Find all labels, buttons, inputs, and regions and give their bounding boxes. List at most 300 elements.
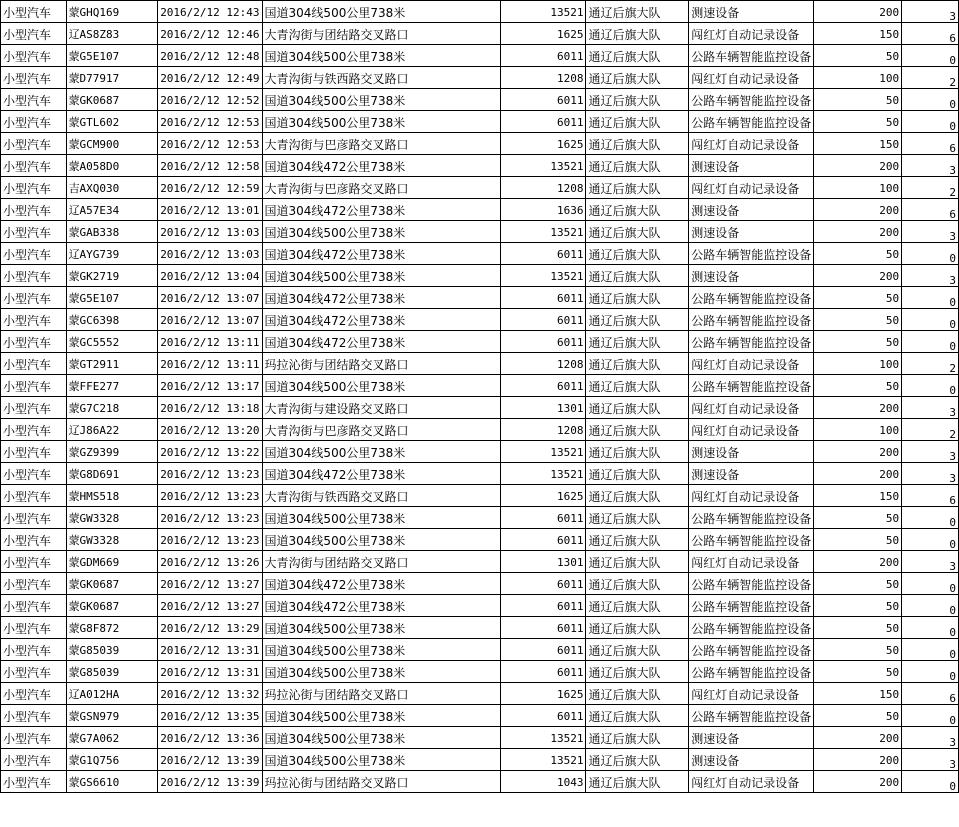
device-type-cell[interactable]: 测速设备 [689,155,814,177]
plate-number-cell[interactable]: 蒙G1Q756 [66,749,158,771]
violation-code-cell[interactable]: 1625 [501,23,586,45]
violation-code-cell[interactable]: 13521 [501,749,586,771]
fine-amount-cell[interactable]: 150 [814,133,902,155]
violation-code-cell[interactable]: 6011 [501,243,586,265]
device-type-cell[interactable]: 测速设备 [689,749,814,771]
vehicle-type-cell[interactable]: 小型汽车 [1,1,67,23]
fine-amount-cell[interactable]: 150 [814,683,902,705]
collecting-unit-cell[interactable]: 通辽后旗大队 [586,639,689,661]
violation-time-cell[interactable]: 2016/2/12 13:22 [158,441,262,463]
penalty-points-cell[interactable] [902,67,959,89]
violation-code-cell[interactable]: 6011 [501,639,586,661]
plate-number-cell[interactable]: 辽AYG739 [66,243,158,265]
penalty-points-cell[interactable] [902,23,959,45]
location-cell[interactable]: 国道304线472公里738米 [262,287,501,309]
penalty-points-cell[interactable] [902,749,959,771]
collecting-unit-cell[interactable]: 通辽后旗大队 [586,749,689,771]
location-cell[interactable]: 国道304线472公里738米 [262,199,501,221]
fine-amount-cell[interactable]: 200 [814,265,902,287]
violation-code-cell[interactable]: 6011 [501,111,586,133]
fine-amount-cell[interactable]: 100 [814,177,902,199]
penalty-points-cell[interactable] [902,221,959,243]
plate-number-cell[interactable]: 蒙GW3328 [66,529,158,551]
plate-number-cell[interactable]: 辽A012HA [66,683,158,705]
vehicle-type-cell[interactable]: 小型汽车 [1,419,67,441]
violation-time-cell[interactable]: 2016/2/12 13:04 [158,265,262,287]
plate-number-cell[interactable]: 蒙GSN979 [66,705,158,727]
plate-number-cell[interactable]: 辽AS8Z83 [66,23,158,45]
violation-time-cell[interactable]: 2016/2/12 13:39 [158,749,262,771]
violation-code-cell[interactable]: 13521 [501,441,586,463]
collecting-unit-cell[interactable]: 通辽后旗大队 [586,133,689,155]
penalty-points-cell[interactable] [902,265,959,287]
fine-amount-cell[interactable]: 200 [814,1,902,23]
vehicle-type-cell[interactable]: 小型汽车 [1,639,67,661]
penalty-points-cell[interactable] [902,529,959,551]
violation-time-cell[interactable]: 2016/2/12 13:17 [158,375,262,397]
collecting-unit-cell[interactable]: 通辽后旗大队 [586,353,689,375]
violation-time-cell[interactable]: 2016/2/12 13:39 [158,771,262,793]
vehicle-type-cell[interactable]: 小型汽车 [1,309,67,331]
plate-number-cell[interactable]: 蒙G85039 [66,661,158,683]
device-type-cell[interactable]: 公路车辆智能监控设备 [689,705,814,727]
violation-time-cell[interactable]: 2016/2/12 13:27 [158,595,262,617]
violation-code-cell[interactable]: 13521 [501,727,586,749]
location-cell[interactable]: 大青沟街与巴彦路交叉路口 [262,419,501,441]
plate-number-cell[interactable]: 辽J86A22 [66,419,158,441]
device-type-cell[interactable]: 测速设备 [689,221,814,243]
penalty-points-cell[interactable] [902,375,959,397]
violation-time-cell[interactable]: 2016/2/12 13:20 [158,419,262,441]
fine-amount-cell[interactable]: 200 [814,221,902,243]
vehicle-type-cell[interactable]: 小型汽车 [1,353,67,375]
vehicle-type-cell[interactable]: 小型汽车 [1,67,67,89]
location-cell[interactable]: 大青沟街与铁西路交叉路口 [262,67,501,89]
violation-code-cell[interactable]: 6011 [501,617,586,639]
location-cell[interactable]: 国道304线500公里738米 [262,639,501,661]
vehicle-type-cell[interactable]: 小型汽车 [1,397,67,419]
collecting-unit-cell[interactable]: 通辽后旗大队 [586,595,689,617]
violation-time-cell[interactable]: 2016/2/12 13:11 [158,331,262,353]
plate-number-cell[interactable]: 蒙G5E107 [66,287,158,309]
collecting-unit-cell[interactable]: 通辽后旗大队 [586,661,689,683]
device-type-cell[interactable]: 测速设备 [689,441,814,463]
fine-amount-cell[interactable]: 200 [814,771,902,793]
location-cell[interactable]: 国道304线472公里738米 [262,331,501,353]
location-cell[interactable]: 国道304线500公里738米 [262,661,501,683]
fine-amount-cell[interactable]: 150 [814,23,902,45]
plate-number-cell[interactable]: 蒙GT2911 [66,353,158,375]
violation-time-cell[interactable]: 2016/2/12 12:48 [158,45,262,67]
fine-amount-cell[interactable]: 50 [814,661,902,683]
device-type-cell[interactable]: 公路车辆智能监控设备 [689,507,814,529]
violation-time-cell[interactable]: 2016/2/12 13:31 [158,639,262,661]
violation-time-cell[interactable]: 2016/2/12 12:59 [158,177,262,199]
fine-amount-cell[interactable]: 50 [814,89,902,111]
violation-time-cell[interactable]: 2016/2/12 13:27 [158,573,262,595]
fine-amount-cell[interactable]: 50 [814,639,902,661]
plate-number-cell[interactable]: 蒙GC5552 [66,331,158,353]
penalty-points-cell[interactable] [902,111,959,133]
collecting-unit-cell[interactable]: 通辽后旗大队 [586,155,689,177]
device-type-cell[interactable]: 测速设备 [689,199,814,221]
vehicle-type-cell[interactable]: 小型汽车 [1,595,67,617]
vehicle-type-cell[interactable]: 小型汽车 [1,265,67,287]
vehicle-type-cell[interactable]: 小型汽车 [1,133,67,155]
collecting-unit-cell[interactable]: 通辽后旗大队 [586,507,689,529]
fine-amount-cell[interactable]: 200 [814,397,902,419]
vehicle-type-cell[interactable]: 小型汽车 [1,23,67,45]
penalty-points-cell[interactable] [902,309,959,331]
location-cell[interactable]: 国道304线500公里738米 [262,375,501,397]
location-cell[interactable]: 大青沟街与团结路交叉路口 [262,23,501,45]
violation-code-cell[interactable]: 1208 [501,177,586,199]
vehicle-type-cell[interactable]: 小型汽车 [1,155,67,177]
fine-amount-cell[interactable]: 100 [814,67,902,89]
vehicle-type-cell[interactable]: 小型汽车 [1,507,67,529]
vehicle-type-cell[interactable]: 小型汽车 [1,89,67,111]
fine-amount-cell[interactable]: 200 [814,441,902,463]
violation-code-cell[interactable]: 1208 [501,67,586,89]
violation-code-cell[interactable]: 13521 [501,221,586,243]
collecting-unit-cell[interactable]: 通辽后旗大队 [586,45,689,67]
penalty-points-cell[interactable] [902,683,959,705]
violation-time-cell[interactable]: 2016/2/12 13:23 [158,463,262,485]
fine-amount-cell[interactable]: 50 [814,705,902,727]
device-type-cell[interactable]: 公路车辆智能监控设备 [689,375,814,397]
violation-code-cell[interactable]: 6011 [501,529,586,551]
location-cell[interactable]: 国道304线472公里738米 [262,243,501,265]
device-type-cell[interactable]: 闯红灯自动记录设备 [689,485,814,507]
device-type-cell[interactable]: 公路车辆智能监控设备 [689,111,814,133]
collecting-unit-cell[interactable]: 通辽后旗大队 [586,375,689,397]
fine-amount-cell[interactable]: 50 [814,573,902,595]
collecting-unit-cell[interactable]: 通辽后旗大队 [586,463,689,485]
fine-amount-cell[interactable]: 200 [814,551,902,573]
location-cell[interactable]: 大青沟街与巴彦路交叉路口 [262,177,501,199]
collecting-unit-cell[interactable]: 通辽后旗大队 [586,265,689,287]
device-type-cell[interactable]: 闯红灯自动记录设备 [689,419,814,441]
location-cell[interactable]: 玛拉沁街与团结路交叉路口 [262,771,501,793]
plate-number-cell[interactable]: 蒙G8F872 [66,617,158,639]
collecting-unit-cell[interactable]: 通辽后旗大队 [586,727,689,749]
violation-code-cell[interactable]: 1208 [501,419,586,441]
fine-amount-cell[interactable]: 50 [814,309,902,331]
fine-amount-cell[interactable]: 50 [814,375,902,397]
penalty-points-cell[interactable] [902,45,959,67]
location-cell[interactable]: 国道304线500公里738米 [262,111,501,133]
violation-time-cell[interactable]: 2016/2/12 12:58 [158,155,262,177]
penalty-points-cell[interactable] [902,243,959,265]
fine-amount-cell[interactable]: 50 [814,529,902,551]
violation-time-cell[interactable]: 2016/2/12 12:49 [158,67,262,89]
vehicle-type-cell[interactable]: 小型汽车 [1,287,67,309]
violation-time-cell[interactable]: 2016/2/12 13:18 [158,397,262,419]
device-type-cell[interactable]: 闯红灯自动记录设备 [689,177,814,199]
device-type-cell[interactable]: 闯红灯自动记录设备 [689,683,814,705]
device-type-cell[interactable]: 公路车辆智能监控设备 [689,661,814,683]
fine-amount-cell[interactable]: 200 [814,749,902,771]
violation-time-cell[interactable]: 2016/2/12 13:23 [158,529,262,551]
plate-number-cell[interactable]: 蒙G7C218 [66,397,158,419]
fine-amount-cell[interactable]: 50 [814,507,902,529]
location-cell[interactable]: 国道304线472公里738米 [262,155,501,177]
violation-code-cell[interactable]: 1636 [501,199,586,221]
vehicle-type-cell[interactable]: 小型汽车 [1,529,67,551]
device-type-cell[interactable]: 闯红灯自动记录设备 [689,551,814,573]
vehicle-type-cell[interactable]: 小型汽车 [1,199,67,221]
penalty-points-cell[interactable] [902,573,959,595]
penalty-points-cell[interactable] [902,89,959,111]
fine-amount-cell[interactable]: 50 [814,287,902,309]
fine-amount-cell[interactable]: 100 [814,419,902,441]
vehicle-type-cell[interactable]: 小型汽车 [1,551,67,573]
location-cell[interactable]: 国道304线500公里738米 [262,529,501,551]
penalty-points-cell[interactable] [902,331,959,353]
fine-amount-cell[interactable]: 50 [814,595,902,617]
violation-time-cell[interactable]: 2016/2/12 13:23 [158,507,262,529]
device-type-cell[interactable]: 公路车辆智能监控设备 [689,89,814,111]
penalty-points-cell[interactable] [902,551,959,573]
device-type-cell[interactable]: 闯红灯自动记录设备 [689,397,814,419]
location-cell[interactable]: 玛拉沁街与团结路交叉路口 [262,683,501,705]
plate-number-cell[interactable]: 蒙G5E107 [66,45,158,67]
plate-number-cell[interactable]: 蒙GTL602 [66,111,158,133]
vehicle-type-cell[interactable]: 小型汽车 [1,661,67,683]
vehicle-type-cell[interactable]: 小型汽车 [1,485,67,507]
violation-code-cell[interactable]: 1625 [501,485,586,507]
violation-code-cell[interactable]: 13521 [501,1,586,23]
vehicle-type-cell[interactable]: 小型汽车 [1,705,67,727]
plate-number-cell[interactable]: 蒙GC6398 [66,309,158,331]
penalty-points-cell[interactable] [902,133,959,155]
collecting-unit-cell[interactable]: 通辽后旗大队 [586,243,689,265]
penalty-points-cell[interactable] [902,287,959,309]
violation-code-cell[interactable]: 6011 [501,331,586,353]
plate-number-cell[interactable]: 蒙GHQ169 [66,1,158,23]
location-cell[interactable]: 大青沟街与团结路交叉路口 [262,551,501,573]
collecting-unit-cell[interactable]: 通辽后旗大队 [586,771,689,793]
collecting-unit-cell[interactable]: 通辽后旗大队 [586,221,689,243]
vehicle-type-cell[interactable]: 小型汽车 [1,683,67,705]
plate-number-cell[interactable]: 蒙GK2719 [66,265,158,287]
penalty-points-cell[interactable] [902,441,959,463]
collecting-unit-cell[interactable]: 通辽后旗大队 [586,287,689,309]
collecting-unit-cell[interactable]: 通辽后旗大队 [586,529,689,551]
plate-number-cell[interactable]: 蒙G8D691 [66,463,158,485]
violation-code-cell[interactable]: 1625 [501,683,586,705]
plate-number-cell[interactable]: 蒙GK0687 [66,595,158,617]
location-cell[interactable]: 国道304线472公里738米 [262,573,501,595]
collecting-unit-cell[interactable]: 通辽后旗大队 [586,683,689,705]
penalty-points-cell[interactable] [902,353,959,375]
collecting-unit-cell[interactable]: 通辽后旗大队 [586,177,689,199]
plate-number-cell[interactable]: 蒙GZ9399 [66,441,158,463]
penalty-points-cell[interactable] [902,617,959,639]
device-type-cell[interactable]: 公路车辆智能监控设备 [689,287,814,309]
location-cell[interactable]: 国道304线472公里738米 [262,309,501,331]
device-type-cell[interactable]: 闯红灯自动记录设备 [689,353,814,375]
device-type-cell[interactable]: 测速设备 [689,463,814,485]
fine-amount-cell[interactable]: 200 [814,199,902,221]
location-cell[interactable]: 玛拉沁街与团结路交叉路口 [262,353,501,375]
penalty-points-cell[interactable] [902,463,959,485]
violation-time-cell[interactable]: 2016/2/12 13:03 [158,243,262,265]
device-type-cell[interactable]: 闯红灯自动记录设备 [689,23,814,45]
vehicle-type-cell[interactable]: 小型汽车 [1,573,67,595]
collecting-unit-cell[interactable]: 通辽后旗大队 [586,485,689,507]
device-type-cell[interactable]: 公路车辆智能监控设备 [689,45,814,67]
penalty-points-cell[interactable] [902,419,959,441]
violation-code-cell[interactable]: 1043 [501,771,586,793]
device-type-cell[interactable]: 公路车辆智能监控设备 [689,529,814,551]
violation-time-cell[interactable]: 2016/2/12 12:52 [158,89,262,111]
penalty-points-cell[interactable] [902,397,959,419]
vehicle-type-cell[interactable]: 小型汽车 [1,45,67,67]
collecting-unit-cell[interactable]: 通辽后旗大队 [586,309,689,331]
violation-time-cell[interactable]: 2016/2/12 13:36 [158,727,262,749]
collecting-unit-cell[interactable]: 通辽后旗大队 [586,705,689,727]
fine-amount-cell[interactable]: 200 [814,155,902,177]
violation-code-cell[interactable]: 1301 [501,397,586,419]
collecting-unit-cell[interactable]: 通辽后旗大队 [586,199,689,221]
violation-code-cell[interactable]: 6011 [501,705,586,727]
plate-number-cell[interactable]: 蒙GK0687 [66,573,158,595]
violation-code-cell[interactable]: 6011 [501,287,586,309]
location-cell[interactable]: 国道304线500公里738米 [262,441,501,463]
plate-number-cell[interactable]: 蒙GAB338 [66,221,158,243]
collecting-unit-cell[interactable]: 通辽后旗大队 [586,67,689,89]
collecting-unit-cell[interactable]: 通辽后旗大队 [586,111,689,133]
collecting-unit-cell[interactable]: 通辽后旗大队 [586,617,689,639]
location-cell[interactable]: 大青沟街与巴彦路交叉路口 [262,133,501,155]
penalty-points-cell[interactable] [902,595,959,617]
fine-amount-cell[interactable]: 150 [814,485,902,507]
device-type-cell[interactable]: 公路车辆智能监控设备 [689,639,814,661]
location-cell[interactable]: 国道304线500公里738米 [262,727,501,749]
vehicle-type-cell[interactable]: 小型汽车 [1,617,67,639]
device-type-cell[interactable]: 测速设备 [689,1,814,23]
penalty-points-cell[interactable] [902,485,959,507]
location-cell[interactable]: 国道304线500公里738米 [262,749,501,771]
penalty-points-cell[interactable] [902,177,959,199]
penalty-points-cell[interactable] [902,639,959,661]
fine-amount-cell[interactable]: 200 [814,463,902,485]
violation-code-cell[interactable]: 6011 [501,661,586,683]
penalty-points-cell[interactable] [902,705,959,727]
fine-amount-cell[interactable]: 50 [814,617,902,639]
location-cell[interactable]: 国道304线500公里738米 [262,705,501,727]
violation-time-cell[interactable]: 2016/2/12 13:32 [158,683,262,705]
violation-time-cell[interactable]: 2016/2/12 13:29 [158,617,262,639]
violation-time-cell[interactable]: 2016/2/12 13:35 [158,705,262,727]
vehicle-type-cell[interactable]: 小型汽车 [1,771,67,793]
device-type-cell[interactable]: 公路车辆智能监控设备 [689,573,814,595]
violation-time-cell[interactable]: 2016/2/12 13:07 [158,309,262,331]
plate-number-cell[interactable]: 蒙D77917 [66,67,158,89]
fine-amount-cell[interactable]: 50 [814,243,902,265]
location-cell[interactable]: 国道304线472公里738米 [262,463,501,485]
vehicle-type-cell[interactable]: 小型汽车 [1,375,67,397]
fine-amount-cell[interactable]: 50 [814,45,902,67]
fine-amount-cell[interactable]: 200 [814,727,902,749]
violation-code-cell[interactable]: 1301 [501,551,586,573]
plate-number-cell[interactable]: 蒙A058D0 [66,155,158,177]
plate-number-cell[interactable]: 蒙GDM669 [66,551,158,573]
location-cell[interactable]: 国道304线500公里738米 [262,265,501,287]
penalty-points-cell[interactable] [902,727,959,749]
violation-code-cell[interactable]: 6011 [501,89,586,111]
vehicle-type-cell[interactable]: 小型汽车 [1,111,67,133]
violation-code-cell[interactable]: 6011 [501,309,586,331]
violation-code-cell[interactable]: 13521 [501,265,586,287]
location-cell[interactable]: 国道304线500公里738米 [262,221,501,243]
fine-amount-cell[interactable]: 50 [814,331,902,353]
collecting-unit-cell[interactable]: 通辽后旗大队 [586,551,689,573]
collecting-unit-cell[interactable]: 通辽后旗大队 [586,441,689,463]
device-type-cell[interactable]: 公路车辆智能监控设备 [689,595,814,617]
penalty-points-cell[interactable] [902,155,959,177]
device-type-cell[interactable]: 测速设备 [689,727,814,749]
location-cell[interactable]: 国道304线500公里738米 [262,617,501,639]
violation-code-cell[interactable]: 6011 [501,595,586,617]
location-cell[interactable]: 国道304线500公里738米 [262,89,501,111]
violation-time-cell[interactable]: 2016/2/12 12:53 [158,133,262,155]
device-type-cell[interactable]: 公路车辆智能监控设备 [689,331,814,353]
device-type-cell[interactable]: 闯红灯自动记录设备 [689,771,814,793]
vehicle-type-cell[interactable]: 小型汽车 [1,463,67,485]
fine-amount-cell[interactable]: 50 [814,111,902,133]
plate-number-cell[interactable]: 蒙HMS518 [66,485,158,507]
collecting-unit-cell[interactable]: 通辽后旗大队 [586,397,689,419]
violation-time-cell[interactable]: 2016/2/12 13:07 [158,287,262,309]
violation-time-cell[interactable]: 2016/2/12 13:01 [158,199,262,221]
collecting-unit-cell[interactable]: 通辽后旗大队 [586,331,689,353]
location-cell[interactable]: 大青沟街与建设路交叉路口 [262,397,501,419]
location-cell[interactable]: 国道304线472公里738米 [262,595,501,617]
plate-number-cell[interactable]: 蒙G85039 [66,639,158,661]
fine-amount-cell[interactable]: 100 [814,353,902,375]
violation-time-cell[interactable]: 2016/2/12 12:46 [158,23,262,45]
plate-number-cell[interactable]: 蒙GK0687 [66,89,158,111]
location-cell[interactable]: 国道304线500公里738米 [262,507,501,529]
collecting-unit-cell[interactable]: 通辽后旗大队 [586,23,689,45]
violation-time-cell[interactable]: 2016/2/12 13:23 [158,485,262,507]
plate-number-cell[interactable]: 吉AXQ030 [66,177,158,199]
violation-code-cell[interactable]: 6011 [501,507,586,529]
violation-time-cell[interactable]: 2016/2/12 13:26 [158,551,262,573]
violation-time-cell[interactable]: 2016/2/12 13:03 [158,221,262,243]
collecting-unit-cell[interactable]: 通辽后旗大队 [586,89,689,111]
device-type-cell[interactable]: 闯红灯自动记录设备 [689,67,814,89]
collecting-unit-cell[interactable]: 通辽后旗大队 [586,1,689,23]
vehicle-type-cell[interactable]: 小型汽车 [1,243,67,265]
plate-number-cell[interactable]: 蒙FFE277 [66,375,158,397]
vehicle-type-cell[interactable]: 小型汽车 [1,441,67,463]
vehicle-type-cell[interactable]: 小型汽车 [1,221,67,243]
vehicle-type-cell[interactable]: 小型汽车 [1,749,67,771]
violation-time-cell[interactable]: 2016/2/12 13:11 [158,353,262,375]
device-type-cell[interactable]: 公路车辆智能监控设备 [689,309,814,331]
violation-time-cell[interactable]: 2016/2/12 12:53 [158,111,262,133]
plate-number-cell[interactable]: 蒙GW3328 [66,507,158,529]
violation-code-cell[interactable]: 1208 [501,353,586,375]
plate-number-cell[interactable]: 蒙GCM900 [66,133,158,155]
violation-code-cell[interactable]: 6011 [501,45,586,67]
violation-code-cell[interactable]: 6011 [501,573,586,595]
penalty-points-cell[interactable] [902,507,959,529]
violation-code-cell[interactable]: 6011 [501,375,586,397]
